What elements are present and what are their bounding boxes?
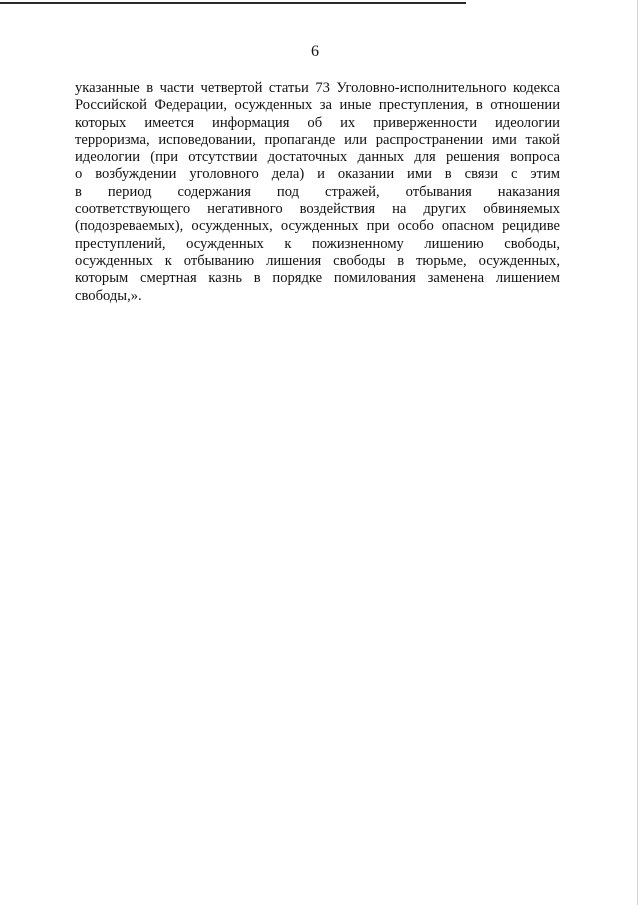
text-line: соответствующего негативного воздействия на других обвиняемых	[75, 201, 560, 218]
body-paragraph	[75, 80, 560, 305]
text-line: которым смертная казнь в порядке помилования заменена лишением	[75, 270, 560, 287]
text-line: свободы,».	[75, 287, 142, 304]
text-line: Российской Федерации, осужденных за иные преступления, в отношении	[75, 97, 560, 114]
text-line: о возбуждении уголовного дела) и оказании ими в связи с этим	[75, 166, 560, 183]
page-number: 6	[311, 43, 319, 60]
text-line: осужденных к отбыванию лишения свободы в тюрьме, осужденных,	[75, 252, 560, 269]
top-border-line	[0, 2, 466, 4]
text-line: идеологии (при отсутствии достаточных данных для решения вопроса	[75, 149, 560, 166]
text-line: которых имеется информация об их приверженности идеологии	[75, 114, 560, 131]
right-edge-line	[637, 0, 638, 905]
text-line: (подозреваемых), осужденных, осужденных при особо опасном рецидиве	[75, 218, 560, 235]
text-line: терроризма, исповедовании, пропаганде или распространении ими такой	[75, 131, 560, 148]
text-line: указанные в части четвертой статьи 73 Уголовно-исполнительного кодекса	[75, 80, 560, 96]
text-line: преступлений, осужденных к пожизненному лишению свободы,	[75, 235, 560, 252]
text-line: в период содержания под стражей, отбывания наказания	[75, 183, 560, 200]
